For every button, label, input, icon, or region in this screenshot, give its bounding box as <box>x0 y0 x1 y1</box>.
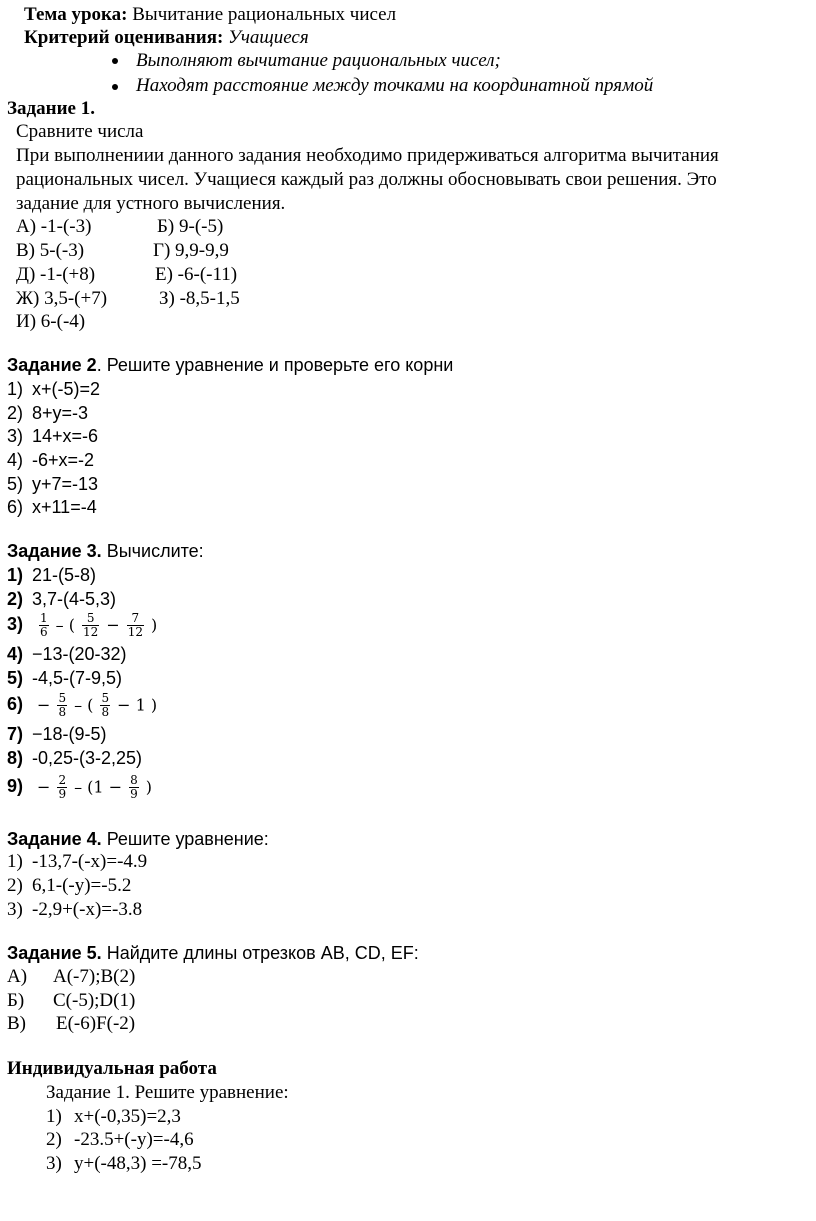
task2-item: 5) y+7=-13 <box>7 474 99 494</box>
criteria-label: Критерий оценивания: <box>24 27 224 48</box>
topic-value: Вычитание рациональных чисел <box>132 4 397 25</box>
task2-item: 3) 14+x=-6 <box>7 426 99 446</box>
task2-item: 2) 8+y=-3 <box>7 403 89 423</box>
individual-item: 1) x+(-0,35)=2,3 <box>46 1106 181 1127</box>
task1-text-line: задание для устного вычисления. <box>16 193 286 214</box>
fraction: $\frac{5}{8}$ <box>58 691 67 719</box>
task4-item: 3) -2,9+(-x)=-3.8 <box>7 899 143 920</box>
criteria-item <box>136 75 653 97</box>
fraction: $\frac{7}{12}$ <box>127 611 144 639</box>
bullet-icon <box>112 84 118 90</box>
task1-item: В) 5-(-3) <box>16 240 85 261</box>
fraction: $\frac{2}{9}$ <box>58 773 67 801</box>
task1-text-line: При выполнениии данного задания необходимо придерживаться алгоритма вычитания <box>16 145 719 166</box>
task4-item: 1) -13,7-(-x)=-4.9 <box>7 851 148 872</box>
fraction: $\frac{8}{9}$ <box>130 773 138 801</box>
task3-item: 8) -0,25-(3-2,25) <box>7 748 143 768</box>
topic-line <box>24 4 396 26</box>
task5-item: А) A(-7);B(2) <box>7 966 136 987</box>
task1-item: Д) -1-(+8) <box>16 264 96 285</box>
criteria-item <box>136 50 501 72</box>
task1-subtitle: Сравните числа <box>16 121 144 142</box>
task3-item: 2) 3,7-(4-5,3) <box>7 589 117 609</box>
task4-item: 2) 6,1-(-y)=-5.2 <box>7 875 132 896</box>
task1-text-line: рациональных чисел. Учащиеся каждый раз должны обосновывать свои решения. Это <box>16 169 717 190</box>
task3-title: Задание 3. Вычислите: <box>7 541 204 561</box>
criteria-item-text: Находят расстояние между точками на координатной прямой <box>136 75 654 96</box>
task2-item: 1) x+(-5)=2 <box>7 379 101 399</box>
task3-item: 6) − $\frac{5}{8}$ – ( $\frac{5}{8}$ − 1 ) <box>7 691 158 719</box>
task4-title: Задание 4. Решите уравнение: <box>7 829 269 849</box>
task2-item: 6) x+11=-4 <box>7 497 97 517</box>
task1-item: А) -1-(-3) <box>16 216 92 237</box>
task3-item: 7) −18-(9-5) <box>7 724 107 744</box>
task3-item: 3) $\frac{1}{6}$ – ( $\frac{5}{12}$ − $\frac{7}{12}$ ) <box>7 611 158 639</box>
task1-item: Е) -6-(-11) <box>155 264 238 285</box>
task5-item: В) E(-6)F(-2) <box>7 1013 136 1034</box>
criteria-line <box>24 27 309 49</box>
criteria-item-text: Выполняют вычитание рациональных чисел; <box>136 50 501 71</box>
task5-item: Б) C(-5);D(1) <box>7 990 136 1011</box>
fraction: $\frac{5}{12}$ <box>83 611 99 639</box>
fraction: $\frac{1}{6}$ <box>40 611 48 639</box>
individual-item: 3) y+(-48,3) =-78,5 <box>46 1153 202 1174</box>
task5-title: Задание 5. Найдите длины отрезков АВ, CD, EF: <box>7 943 419 963</box>
task3-item: 5) -4,5-(7-9,5) <box>7 668 123 688</box>
task2-title: Задание 2. Решите уравнение и проверьте его корни <box>7 355 454 375</box>
task1-item: Ж) 3,5-(+7) <box>16 288 108 309</box>
task3-item: 1) 21-(5-8) <box>7 565 97 585</box>
criteria-value: Учащиеся <box>228 27 309 48</box>
task3-item: 9) − $\frac{2}{9}$ – (1 − $\frac{8}{9}$ ) <box>7 773 153 801</box>
task2-item: 4) -6+x=-2 <box>7 450 95 470</box>
fraction: $\frac{5}{8}$ <box>101 691 110 719</box>
task1-title: Задание 1. <box>7 98 95 119</box>
individual-subtitle: Задание 1. Решите уравнение: <box>46 1082 289 1103</box>
bullet-icon <box>112 58 118 64</box>
individual-item: 2) -23.5+(-y)=-4,6 <box>46 1129 194 1150</box>
task3-item: 4) −13-(20-32) <box>7 644 127 664</box>
topic-label: Тема урока: <box>24 4 128 25</box>
individual-title: Индивидуальная работа <box>7 1058 217 1079</box>
task1-item: Г) 9,9-9,9 <box>153 240 229 261</box>
task1-item: З) -8,5-1,5 <box>159 288 240 309</box>
task1-item: Б) 9-(-5) <box>157 216 224 237</box>
task1-item: И) 6-(-4) <box>16 311 86 332</box>
